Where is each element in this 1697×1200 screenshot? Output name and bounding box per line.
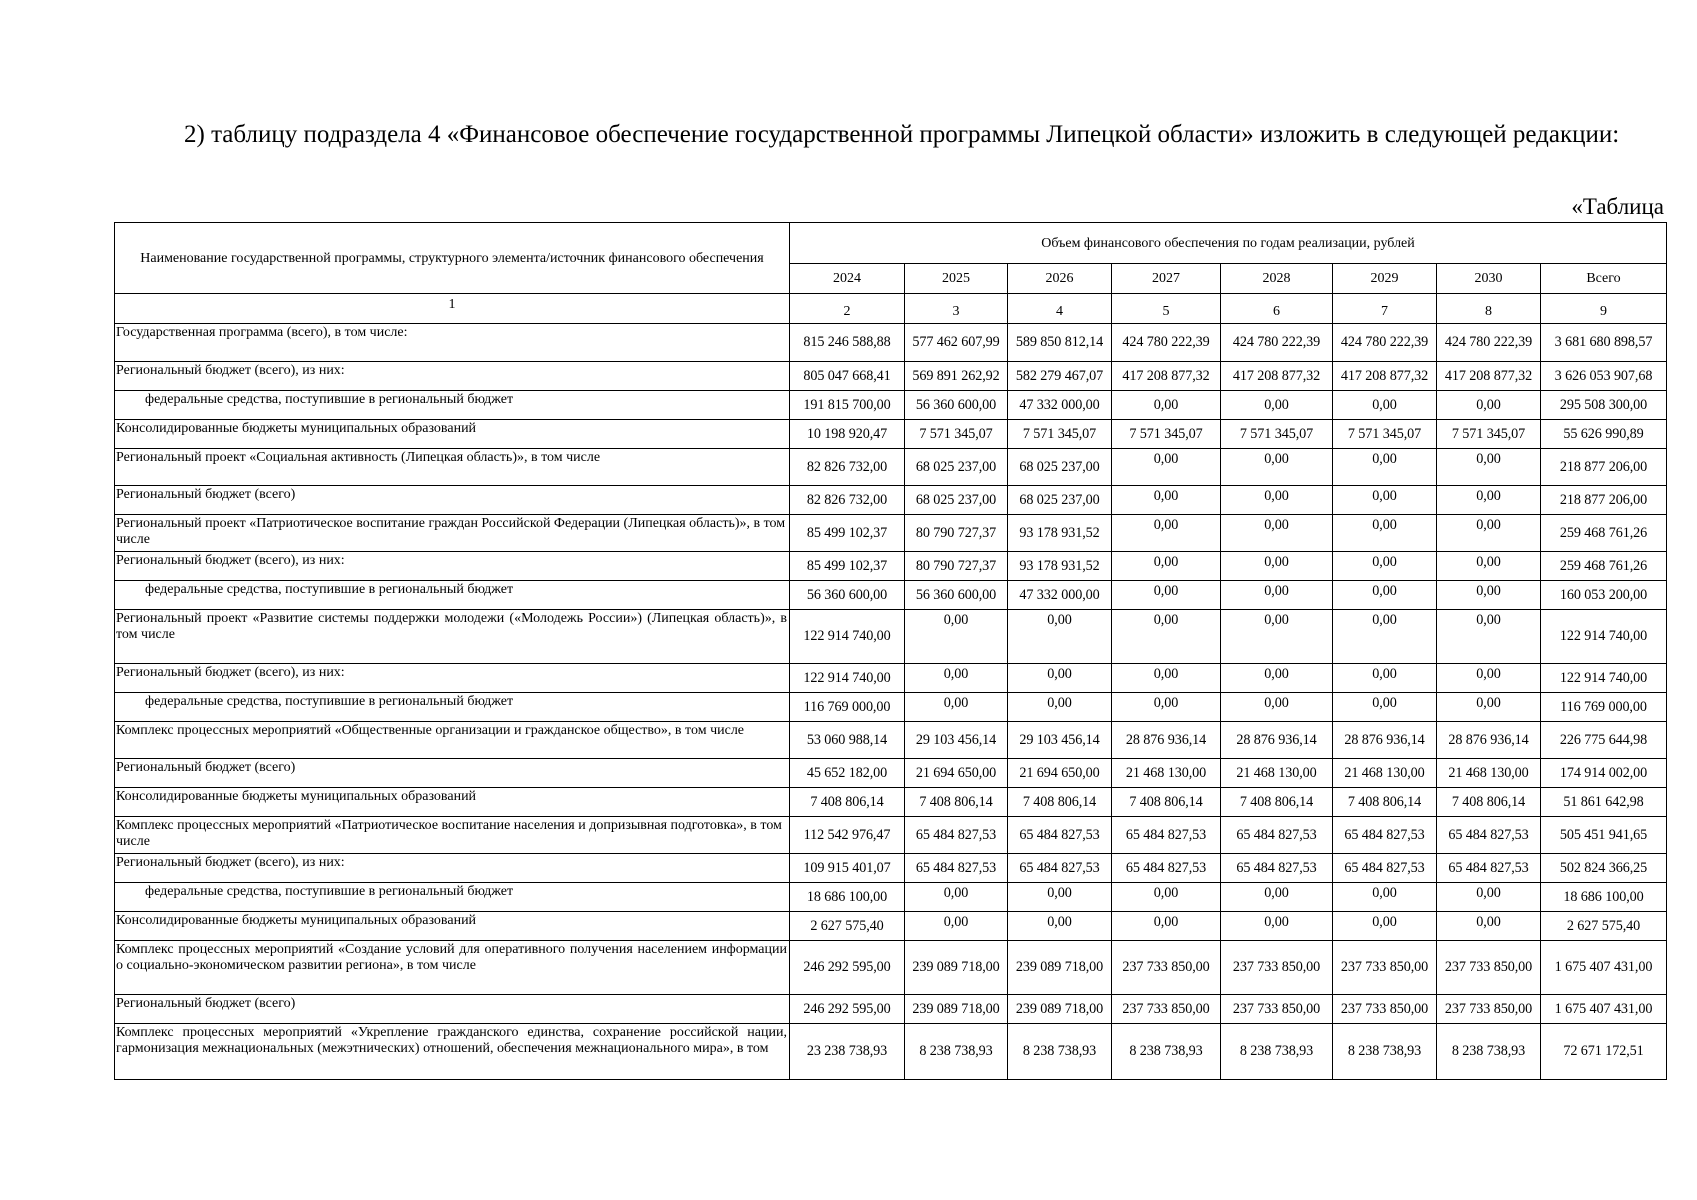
header-year: 2030 (1437, 264, 1541, 294)
row-value: 109 915 401,07 (790, 854, 905, 883)
table-row (115, 664, 1667, 693)
row-value: 0,00 (1112, 552, 1221, 581)
row-value: 424 780 222,39 (1437, 324, 1541, 362)
row-value: 3 681 680 898,57 (1541, 324, 1667, 362)
row-value: 8 238 738,93 (1221, 1024, 1333, 1080)
row-value: 1 675 407 431,00 (1541, 941, 1667, 995)
row-name: Региональный бюджет (всего) (115, 995, 790, 1024)
row-value: 0,00 (1008, 610, 1112, 664)
row-name: Комплекс процессных мероприятий «Общественные организации и гражданское общество», в том числе (115, 722, 790, 759)
row-value: 589 850 812,14 (1008, 324, 1112, 362)
table-row (115, 912, 1667, 941)
row-name: Государственная программа (всего), в том числе: (115, 324, 790, 362)
row-value: 7 571 345,07 (1008, 420, 1112, 449)
row-value: 18 686 100,00 (790, 883, 905, 912)
row-value: 7 408 806,14 (1112, 788, 1221, 817)
row-name: Региональный проект «Патриотическое воспитание граждан Российской Федерации (Липецкая область)», в том числе (115, 515, 790, 552)
row-value: 65 484 827,53 (1008, 817, 1112, 854)
table-row (115, 486, 1667, 515)
row-value: 7 571 345,07 (1112, 420, 1221, 449)
table-row (115, 995, 1667, 1024)
row-value: 0,00 (1437, 449, 1541, 486)
row-value: 65 484 827,53 (905, 854, 1008, 883)
row-value: 7 571 345,07 (1437, 420, 1541, 449)
row-value: 0,00 (1333, 693, 1437, 722)
row-value: 65 484 827,53 (905, 817, 1008, 854)
row-value: 0,00 (1112, 449, 1221, 486)
row-value: 237 733 850,00 (1437, 941, 1541, 995)
row-value: 417 208 877,32 (1437, 362, 1541, 391)
row-name: Региональный бюджет (всего) (115, 486, 790, 515)
row-value: 0,00 (905, 693, 1008, 722)
row-name: Консолидированные бюджеты муниципальных образований (115, 420, 790, 449)
row-value: 85 499 102,37 (790, 552, 905, 581)
row-value: 0,00 (1008, 664, 1112, 693)
row-value: 116 769 000,00 (790, 693, 905, 722)
row-value: 28 876 936,14 (1221, 722, 1333, 759)
row-value: 0,00 (1437, 486, 1541, 515)
row-value: 0,00 (1333, 610, 1437, 664)
header-column-number: 6 (1221, 294, 1333, 324)
row-value: 0,00 (1221, 912, 1333, 941)
row-value: 0,00 (1112, 391, 1221, 420)
row-value: 0,00 (1112, 610, 1221, 664)
header-year: 2026 (1008, 264, 1112, 294)
row-name: Региональный бюджет (всего), из них: (115, 362, 790, 391)
row-value: 2 627 575,40 (790, 912, 905, 941)
header-year: 2027 (1112, 264, 1221, 294)
row-value: 246 292 595,00 (790, 941, 905, 995)
row-value: 237 733 850,00 (1333, 995, 1437, 1024)
table-row (115, 722, 1667, 759)
row-value: 0,00 (1008, 883, 1112, 912)
row-value: 0,00 (1112, 486, 1221, 515)
row-value: 239 089 718,00 (1008, 995, 1112, 1024)
row-value: 68 025 237,00 (905, 486, 1008, 515)
row-name: Региональный бюджет (всего) (115, 759, 790, 788)
financing-table (114, 222, 1667, 1080)
table-row (115, 854, 1667, 883)
row-value: 0,00 (1112, 693, 1221, 722)
row-value: 0,00 (1221, 486, 1333, 515)
row-value: 65 484 827,53 (1437, 854, 1541, 883)
row-value: 45 652 182,00 (790, 759, 905, 788)
row-value: 0,00 (1221, 610, 1333, 664)
row-value: 0,00 (1437, 693, 1541, 722)
row-value: 28 876 936,14 (1112, 722, 1221, 759)
row-value: 226 775 644,98 (1541, 722, 1667, 759)
row-value: 417 208 877,32 (1221, 362, 1333, 391)
header-column-number: 9 (1541, 294, 1667, 324)
row-value: 815 246 588,88 (790, 324, 905, 362)
row-value: 0,00 (1008, 693, 1112, 722)
row-value: 65 484 827,53 (1221, 854, 1333, 883)
row-value: 7 408 806,14 (1333, 788, 1437, 817)
row-value: 237 733 850,00 (1333, 941, 1437, 995)
header-year: Всего (1541, 264, 1667, 294)
row-name: Консолидированные бюджеты муниципальных образований (115, 912, 790, 941)
row-value: 259 468 761,26 (1541, 552, 1667, 581)
row-name: Комплекс процессных мероприятий «Патриотическое воспитание населения и допризывная подготовка», в том числе (115, 817, 790, 854)
row-value: 237 733 850,00 (1112, 941, 1221, 995)
row-value: 239 089 718,00 (1008, 941, 1112, 995)
row-value: 582 279 467,07 (1008, 362, 1112, 391)
row-name: Региональный бюджет (всего), из них: (115, 552, 790, 581)
row-value: 174 914 002,00 (1541, 759, 1667, 788)
row-value: 56 360 600,00 (790, 581, 905, 610)
row-value: 7 408 806,14 (1221, 788, 1333, 817)
row-name: Региональный проект «Развитие системы поддержки молодежи («Молодежь России») (Липецкая область)», в том числе (115, 610, 790, 664)
row-value: 29 103 456,14 (905, 722, 1008, 759)
row-value: 8 238 738,93 (1437, 1024, 1541, 1080)
row-name: Комплекс процессных мероприятий «Укрепление гражданского единства, сохранение российской нации, гармонизация межнациональных (межэтнических) отношений, обеспечения межнационального мира», в том (115, 1024, 790, 1080)
intro-text: 2) таблицу подраздела 4 «Финансовое обеспечение государственной программы Липецкой области» изложить в следующей редакции: (184, 121, 1620, 148)
row-value: 65 484 827,53 (1437, 817, 1541, 854)
row-value: 122 914 740,00 (1541, 610, 1667, 664)
row-value: 7 571 345,07 (1333, 420, 1437, 449)
table-row (115, 420, 1667, 449)
row-value: 65 484 827,53 (1112, 854, 1221, 883)
row-value: 0,00 (1112, 912, 1221, 941)
row-value: 122 914 740,00 (790, 610, 905, 664)
row-value: 218 877 206,00 (1541, 449, 1667, 486)
row-value: 21 468 130,00 (1333, 759, 1437, 788)
row-value: 0,00 (1437, 515, 1541, 552)
row-value: 7 408 806,14 (790, 788, 905, 817)
intro-paragraph (114, 118, 1654, 151)
row-value: 295 508 300,00 (1541, 391, 1667, 420)
row-value: 0,00 (1437, 581, 1541, 610)
row-name: Консолидированные бюджеты муниципальных образований (115, 788, 790, 817)
row-value: 53 060 988,14 (790, 722, 905, 759)
row-name: федеральные средства, поступившие в региональный бюджет (115, 391, 790, 420)
row-value: 237 733 850,00 (1437, 995, 1541, 1024)
row-value: 239 089 718,00 (905, 995, 1008, 1024)
row-name: Комплекс процессных мероприятий «Создание условий для оперативного получения населением информации о социально-экономическом развитии региона», в том числе (115, 941, 790, 995)
row-value: 56 360 600,00 (905, 581, 1008, 610)
row-value: 0,00 (1221, 449, 1333, 486)
row-value: 0,00 (1112, 515, 1221, 552)
row-value: 0,00 (905, 610, 1008, 664)
header-column-number: 4 (1008, 294, 1112, 324)
row-value: 47 332 000,00 (1008, 391, 1112, 420)
header-column-number: 5 (1112, 294, 1221, 324)
table-row (115, 515, 1667, 552)
row-value: 93 178 931,52 (1008, 552, 1112, 581)
row-value: 21 468 130,00 (1437, 759, 1541, 788)
row-value: 72 671 172,51 (1541, 1024, 1667, 1080)
row-value: 502 824 366,25 (1541, 854, 1667, 883)
row-value: 0,00 (1333, 449, 1437, 486)
row-name: федеральные средства, поступившие в региональный бюджет (115, 693, 790, 722)
table-row (115, 1024, 1667, 1080)
row-name: Региональный бюджет (всего), из них: (115, 664, 790, 693)
row-value: 21 694 650,00 (905, 759, 1008, 788)
row-value: 56 360 600,00 (905, 391, 1008, 420)
row-value: 21 694 650,00 (1008, 759, 1112, 788)
row-value: 85 499 102,37 (790, 515, 905, 552)
table-row (115, 759, 1667, 788)
row-value: 122 914 740,00 (790, 664, 905, 693)
row-value: 239 089 718,00 (905, 941, 1008, 995)
row-value: 51 861 642,98 (1541, 788, 1667, 817)
row-value: 47 332 000,00 (1008, 581, 1112, 610)
row-value: 0,00 (1437, 552, 1541, 581)
row-value: 0,00 (1221, 581, 1333, 610)
row-value: 424 780 222,39 (1221, 324, 1333, 362)
row-value: 112 542 976,47 (790, 817, 905, 854)
header-column-number: 1 (115, 294, 790, 324)
row-value: 0,00 (905, 664, 1008, 693)
row-value: 29 103 456,14 (1008, 722, 1112, 759)
row-value: 0,00 (1333, 515, 1437, 552)
header-year: 2029 (1333, 264, 1437, 294)
row-name: Региональный бюджет (всего), из них: (115, 854, 790, 883)
row-value: 8 238 738,93 (1008, 1024, 1112, 1080)
row-value: 0,00 (1112, 581, 1221, 610)
row-value: 21 468 130,00 (1221, 759, 1333, 788)
table-row (115, 362, 1667, 391)
table-row (115, 788, 1667, 817)
row-value: 0,00 (1437, 883, 1541, 912)
row-value: 0,00 (1437, 664, 1541, 693)
row-value: 191 815 700,00 (790, 391, 905, 420)
row-value: 80 790 727,37 (905, 552, 1008, 581)
row-value: 65 484 827,53 (1333, 854, 1437, 883)
row-value: 0,00 (1437, 912, 1541, 941)
row-value: 116 769 000,00 (1541, 693, 1667, 722)
row-value: 237 733 850,00 (1221, 995, 1333, 1024)
row-value: 28 876 936,14 (1333, 722, 1437, 759)
header-column-number: 2 (790, 294, 905, 324)
row-value: 68 025 237,00 (1008, 449, 1112, 486)
row-value: 68 025 237,00 (1008, 486, 1112, 515)
row-value: 246 292 595,00 (790, 995, 905, 1024)
row-value: 1 675 407 431,00 (1541, 995, 1667, 1024)
table-row (115, 883, 1667, 912)
row-name: федеральные средства, поступившие в региональный бюджет (115, 883, 790, 912)
row-value: 82 826 732,00 (790, 486, 905, 515)
row-value: 2 627 575,40 (1541, 912, 1667, 941)
table-row (115, 941, 1667, 995)
row-value: 93 178 931,52 (1008, 515, 1112, 552)
row-value: 65 484 827,53 (1112, 817, 1221, 854)
row-value: 0,00 (1221, 391, 1333, 420)
row-value: 21 468 130,00 (1112, 759, 1221, 788)
row-value: 7 571 345,07 (905, 420, 1008, 449)
row-value: 0,00 (1437, 610, 1541, 664)
row-value: 0,00 (1221, 515, 1333, 552)
row-value: 55 626 990,89 (1541, 420, 1667, 449)
row-value: 424 780 222,39 (1333, 324, 1437, 362)
row-value: 0,00 (1221, 883, 1333, 912)
row-value: 82 826 732,00 (790, 449, 905, 486)
table-row (115, 552, 1667, 581)
row-value: 0,00 (905, 883, 1008, 912)
header-year: 2024 (790, 264, 905, 294)
row-value: 0,00 (1221, 664, 1333, 693)
row-value: 160 053 200,00 (1541, 581, 1667, 610)
row-value: 577 462 607,99 (905, 324, 1008, 362)
row-value: 10 198 920,47 (790, 420, 905, 449)
row-value: 28 876 936,14 (1437, 722, 1541, 759)
row-value: 18 686 100,00 (1541, 883, 1667, 912)
header-column-number: 3 (905, 294, 1008, 324)
row-value: 0,00 (1333, 391, 1437, 420)
row-value: 7 571 345,07 (1221, 420, 1333, 449)
row-value: 424 780 222,39 (1112, 324, 1221, 362)
row-value: 23 238 738,93 (790, 1024, 905, 1080)
row-value: 3 626 053 907,68 (1541, 362, 1667, 391)
row-value: 417 208 877,32 (1112, 362, 1221, 391)
row-value: 805 047 668,41 (790, 362, 905, 391)
header-year: 2028 (1221, 264, 1333, 294)
row-value: 0,00 (1333, 664, 1437, 693)
row-value: 569 891 262,92 (905, 362, 1008, 391)
row-value: 218 877 206,00 (1541, 486, 1667, 515)
row-value: 259 468 761,26 (1541, 515, 1667, 552)
row-value: 122 914 740,00 (1541, 664, 1667, 693)
row-value: 8 238 738,93 (905, 1024, 1008, 1080)
row-value: 0,00 (1333, 912, 1437, 941)
row-value: 0,00 (1008, 912, 1112, 941)
row-value: 68 025 237,00 (905, 449, 1008, 486)
table-row (115, 391, 1667, 420)
row-value: 0,00 (905, 912, 1008, 941)
row-value: 0,00 (1437, 391, 1541, 420)
table-row (115, 449, 1667, 486)
header-column-number: 7 (1333, 294, 1437, 324)
row-value: 0,00 (1333, 883, 1437, 912)
header-year: 2025 (905, 264, 1008, 294)
row-value: 0,00 (1333, 486, 1437, 515)
row-value: 80 790 727,37 (905, 515, 1008, 552)
row-value: 0,00 (1112, 664, 1221, 693)
header-name-col: Наименование государственной программы, структурного элемента/источник финансового обеспечения (115, 223, 790, 294)
row-value: 0,00 (1333, 552, 1437, 581)
row-value: 65 484 827,53 (1333, 817, 1437, 854)
table-row (115, 610, 1667, 664)
row-value: 0,00 (1112, 883, 1221, 912)
table-row (115, 817, 1667, 854)
row-value: 237 733 850,00 (1112, 995, 1221, 1024)
row-value: 8 238 738,93 (1112, 1024, 1221, 1080)
row-value: 0,00 (1221, 693, 1333, 722)
row-value: 8 238 738,93 (1333, 1024, 1437, 1080)
table-row (115, 324, 1667, 362)
row-value: 237 733 850,00 (1221, 941, 1333, 995)
row-value: 417 208 877,32 (1333, 362, 1437, 391)
row-value: 65 484 827,53 (1221, 817, 1333, 854)
table-row (115, 693, 1667, 722)
row-value: 7 408 806,14 (1008, 788, 1112, 817)
row-value: 7 408 806,14 (1437, 788, 1541, 817)
header-volume-col: Объем финансового обеспечения по годам реализации, рублей (790, 223, 1667, 264)
row-value: 505 451 941,65 (1541, 817, 1667, 854)
row-name: Региональный проект «Социальная активность (Липецкая область)», в том числе (115, 449, 790, 486)
table-caption: «Таблица (1571, 194, 1664, 219)
row-value: 0,00 (1333, 581, 1437, 610)
header-column-number: 8 (1437, 294, 1541, 324)
table-row (115, 581, 1667, 610)
row-value: 65 484 827,53 (1008, 854, 1112, 883)
row-value: 0,00 (1221, 552, 1333, 581)
row-value: 7 408 806,14 (905, 788, 1008, 817)
row-name: федеральные средства, поступившие в региональный бюджет (115, 581, 790, 610)
